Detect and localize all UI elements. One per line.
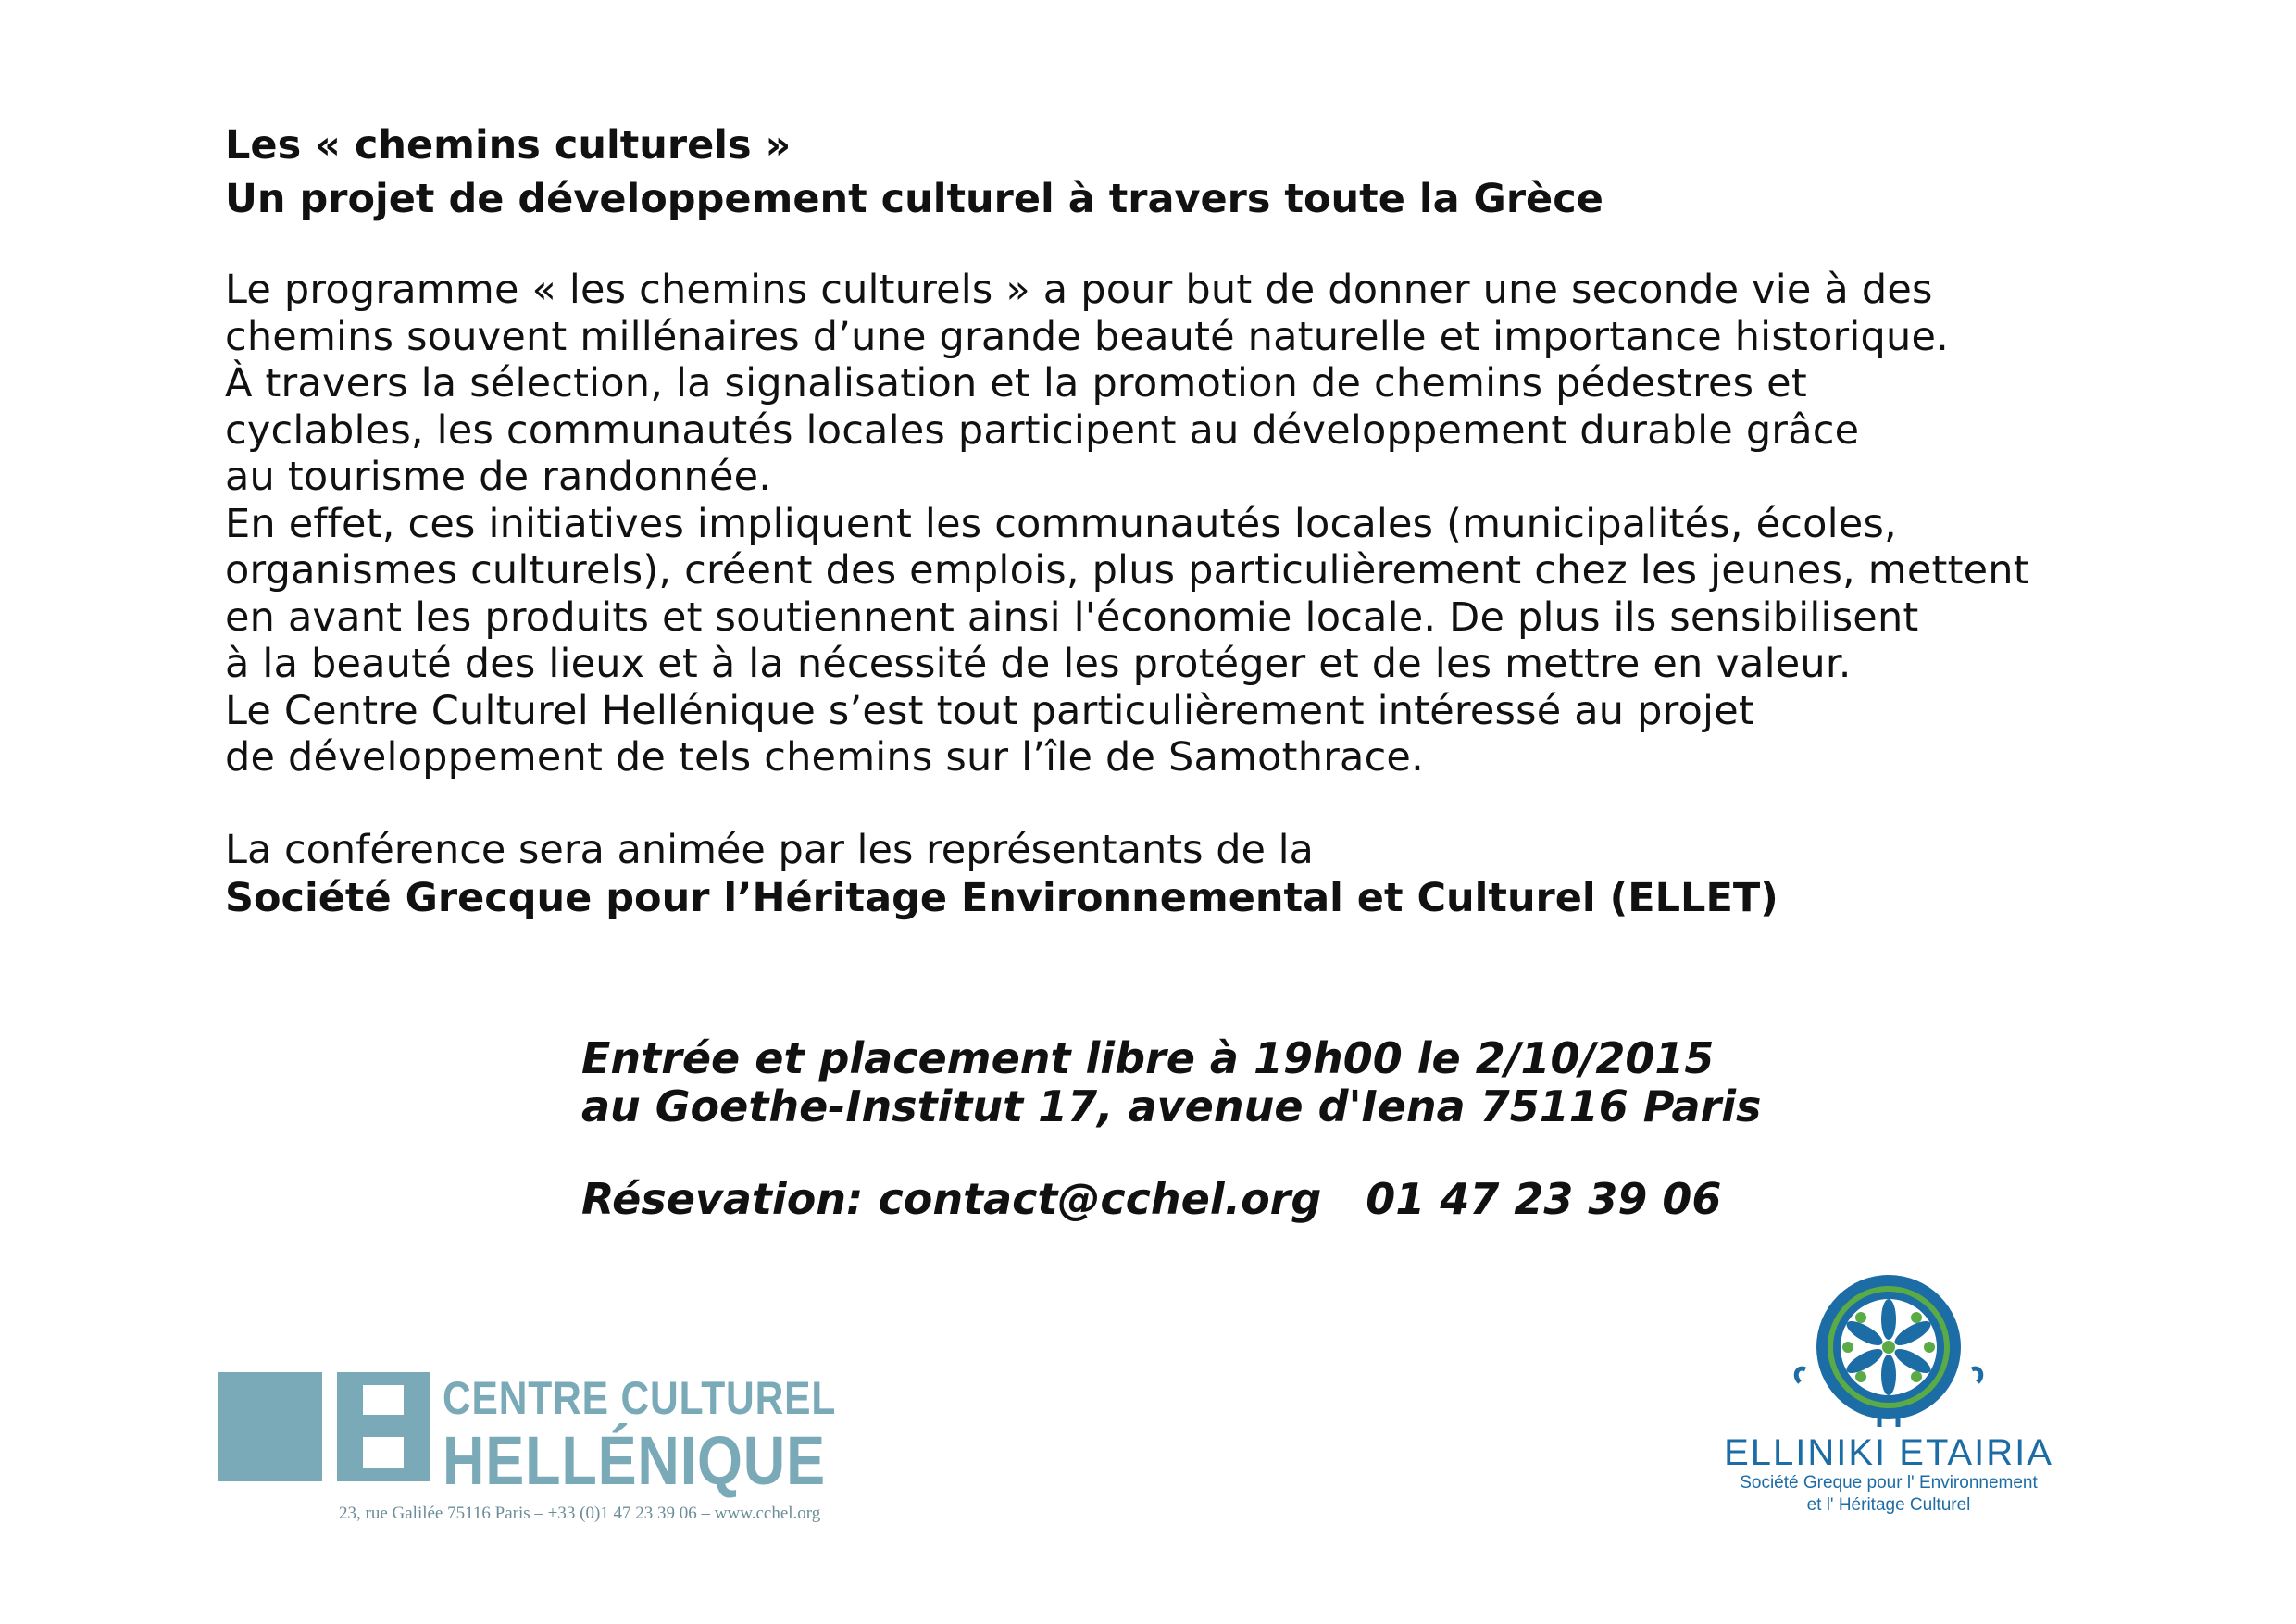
event-info [581, 1034, 1761, 1223]
body-line: à la beauté des lieux et à la nécessité de les protéger et de les mettre en valeur. [225, 641, 1852, 687]
ellet-subtitle-1: Société Greque pour l' Environnement [1740, 1473, 2038, 1493]
heading-subtitle: Un projet de développement culturel à travers toute la Grèce [225, 176, 1603, 222]
reservation-line [581, 1175, 1761, 1223]
body-line: chemins souvent millénaires d’une grande beauté naturelle et importance historique. [225, 313, 1949, 360]
cch-line1: CENTRE CULTUREL [443, 1372, 837, 1424]
body-line: en avant les produits et soutiennent ainsi l'économie locale. De plus ils sensibilisent [225, 593, 1919, 641]
conference-organization: Société Grecque pour l’Héritage Environnemental et Culturel (ELLET) [225, 875, 1778, 921]
ellet-emblem-icon [1783, 1273, 1994, 1430]
body-line: au tourisme de randonnée. [225, 454, 772, 500]
ellet-name: ELLINIKI ETAIRIA [1724, 1432, 2053, 1473]
body-paragraph [225, 267, 2029, 781]
body-line: En effet, ces initiatives impliquent les communautés locales (municipalités, écoles, [225, 500, 1897, 547]
body-line: organismes culturels), créent des emplois, plus particulièrement chez les jeunes, mettent [225, 547, 2029, 593]
body-line: Le programme « les chemins culturels » a pour but de donner une seconde vie à des [225, 267, 1933, 313]
document-heading [225, 119, 1603, 226]
event-venue: au Goethe-Institut 17, avenue d'Iena 75116 Paris [581, 1081, 1762, 1131]
conference-intro: La conférence sera animée par les représentants de la [225, 827, 1314, 873]
ellet-subtitle-2: et l' Héritage Culturel [1806, 1495, 1971, 1515]
body-line: cyclables, les communautés locales participent au développement durable grâce [225, 406, 1860, 454]
reservation-phone[interactable]: 01 47 23 39 06 [1366, 1174, 1722, 1224]
cch-address: 23, rue Galilée 75116 Paris – +33 (0)1 47 23 39 06 – www.cchel.org [339, 1504, 821, 1523]
cch-line2: HELLÉNIQUE [443, 1422, 826, 1499]
body-line: Le Centre Culturel Hellénique s’est tout particulièrement intéressé au projet [225, 687, 1754, 734]
heading-title: Les « chemins culturels » [225, 122, 792, 169]
event-time: Entrée et placement libre à 19h00 le 2/10/2015 [581, 1033, 1715, 1083]
cch-h-mark-icon [218, 1372, 431, 1481]
ellet-logo [1703, 1273, 2074, 1551]
cch-wordmark [443, 1372, 905, 1498]
body-line: À travers la sélection, la signalisation et la promotion de chemins pédestres et [225, 360, 1807, 406]
reservation-email[interactable]: Résevation: contact@cchel.org [581, 1174, 1322, 1224]
conference-note [225, 826, 1778, 922]
body-line: de développement de tels chemins sur l’île de Samothrace. [225, 734, 1424, 781]
centre-culturel-hellenique-logo [218, 1372, 837, 1530]
